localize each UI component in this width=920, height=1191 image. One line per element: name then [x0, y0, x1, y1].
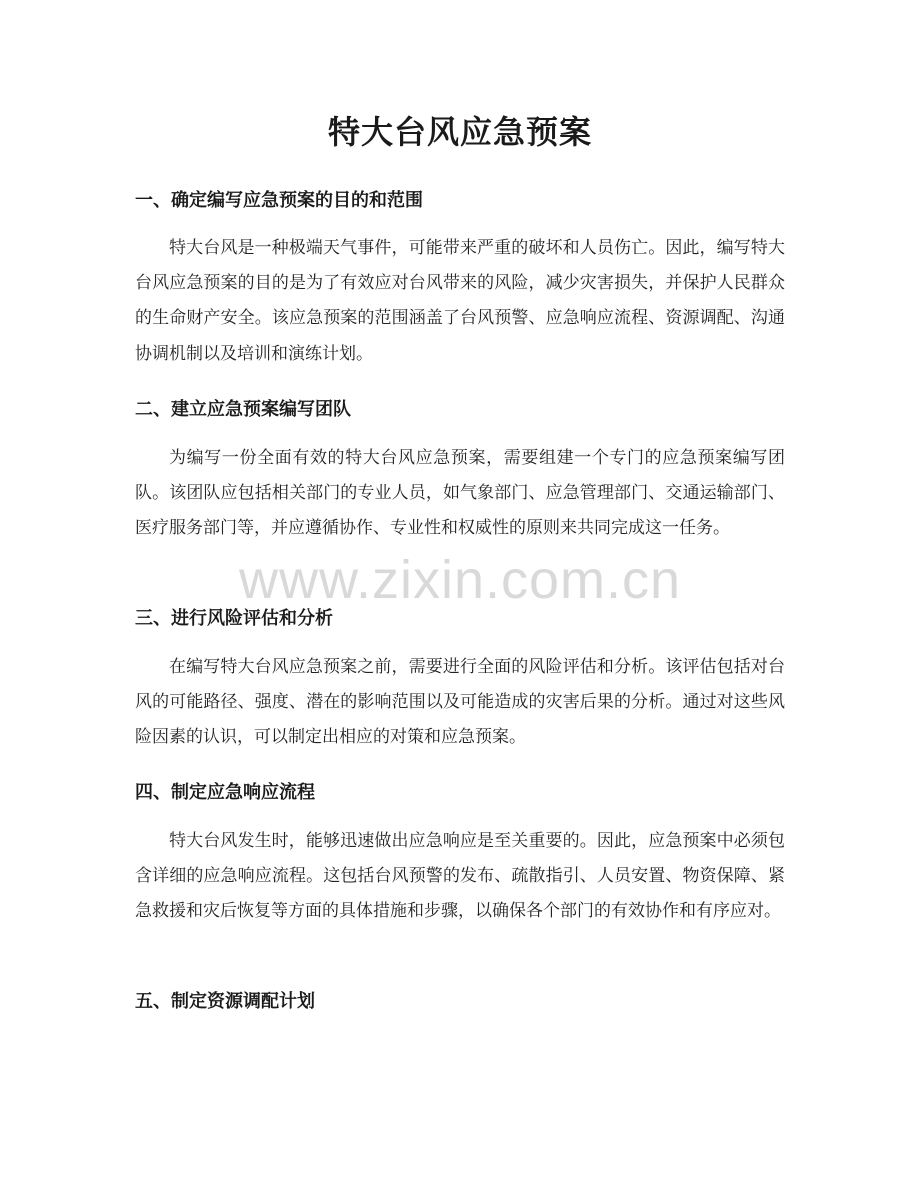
section-4-heading: 四、制定应急响应流程	[135, 782, 315, 803]
section-1-heading: 一、确定编写应急预案的目的和范围	[135, 190, 423, 211]
section-2-heading: 二、建立应急预案编写团队	[135, 399, 351, 420]
section-3-heading: 三、进行风险评估和分析	[135, 608, 333, 629]
section-3-paragraph: 在编写特大台风应急预案之前，需要进行全面的风险评估和分析。该评估包括对台风的可能路径、强度、潜在的影响范围以及可能造成的灾害后果的分析。通过对这些风险因素的认识，可以制定出相应的对策和应急预案。	[135, 657, 785, 748]
watermark-text: www.zixin.com.cn	[238, 550, 682, 610]
section-2-paragraph: 为编写一份全面有效的特大台风应急预案，需要组建一个专门的应急预案编写团队。该团队应包括相关部门的专业人员，如气象部门、应急管理部门、交通运输部门、医疗服务部门等，并应遵循协作、专业性和权威性的原则来共同完成这一任务。	[135, 448, 785, 539]
section-1-paragraph: 特大台风是一种极端天气事件，可能带来严重的破坏和人员伤亡。因此，编写特大台风应急预案的目的是为了有效应对台风带来的风险，减少灾害损失，并保护人民群众的生命财产安全。该应急预案的范围涵盖了台风预警、应急响应流程、资源调配、沟通协调机制以及培训和演练计划。	[135, 238, 785, 364]
section-4-paragraph: 特大台风发生时，能够迅速做出应急响应是至关重要的。因此，应急预案中必须包含详细的应急响应流程。这包括台风预警的发布、疏散指引、人员安置、物资保障、紧急救援和灾后恢复等方面的具体措施和步骤，以确保各个部门的有效协作和有序应对。	[135, 831, 785, 922]
section-5-heading: 五、制定资源调配计划	[135, 991, 315, 1012]
document-title: 特大台风应急预案	[327, 113, 592, 151]
